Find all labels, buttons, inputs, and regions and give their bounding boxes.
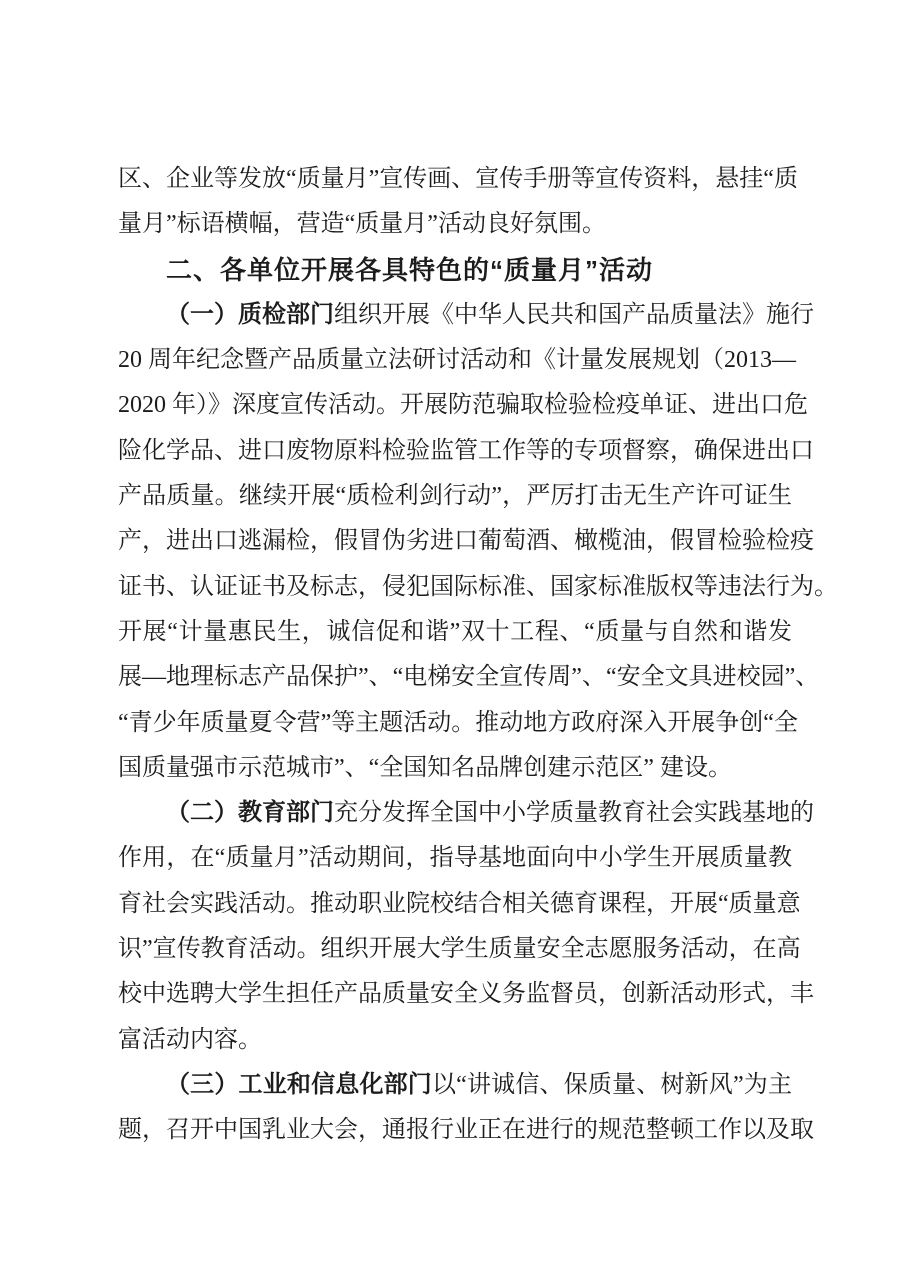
line-text: 开展“计量惠民生，诚信促和谐”双十工程、“质量与自然和谐发: [118, 618, 792, 645]
text-line: [118, 383, 808, 428]
line-text: 以“讲诚信、保质量、树新风”为主: [431, 1071, 792, 1098]
text-line: [118, 746, 792, 791]
text-line: [118, 836, 792, 881]
text-line: [118, 1108, 814, 1153]
line-text: 育社会实践活动。推动职业院校结合相关德育课程，开展“质量意: [118, 890, 801, 917]
document-body: [118, 157, 838, 1154]
line-text: 证书、认证证书及标志，侵犯国际标准、国家标准版权等违法行为。: [118, 573, 838, 600]
line-text: 2020 年）》深度宣传活动。开展防范骗取检验检疫单证、进出口危: [118, 392, 808, 419]
text-line: [118, 157, 798, 202]
text-line: [118, 202, 792, 247]
text-line: [118, 655, 820, 700]
text-line: [118, 1063, 792, 1108]
text-line: [118, 429, 814, 474]
text-line: [118, 701, 798, 746]
line-text: 展—地理标志产品保护”、“电梯安全宣传周”、“安全文具进校园”、: [118, 664, 820, 691]
line-text: 国质量强市示范城市”、“全国知名品牌创建示范区” 建设。: [118, 754, 732, 781]
paragraph-lead: （一）质检部门: [166, 301, 334, 328]
text-line: [118, 1018, 792, 1063]
line-text: 组织开展《中华人民共和国产品质量法》施行: [334, 301, 814, 328]
text-line: [118, 791, 814, 836]
line-text: 产，进出口逃漏检，假冒伪劣进口葡萄酒、橄榄油，假冒检验检疫: [118, 528, 814, 555]
text-line: [118, 882, 801, 927]
section-heading-text: 二、各单位开展各具特色的“质量月”活动: [166, 254, 654, 285]
line-text: 作用，在“质量月”活动期间，指导基地面向中小学生开展质量教: [118, 845, 792, 872]
line-text: 20 周年纪念暨产品质量立法研讨活动和《计量发展规划（2013—: [118, 347, 796, 374]
line-text: 产品质量。继续开展“质检利剑行动”，严厉打击无生产许可证生: [118, 483, 792, 510]
text-line: [118, 338, 796, 383]
line-text: 险化学品、进口废物原料检验监管工作等的专项督察，确保进出口: [118, 437, 814, 464]
text-line: [118, 474, 792, 519]
paragraph-lead: （二）教育部门: [166, 800, 334, 827]
line-text: 充分发挥全国中小学质量教育社会实践基地的: [334, 800, 814, 827]
line-text: 识”宣传教育活动。组织开展大学生质量安全志愿服务活动，在高: [118, 936, 801, 963]
text-line: [118, 927, 801, 972]
line-text: 区、企业等发放“质量月”宣传画、宣传手册等宣传资料，悬挂“质: [118, 166, 798, 192]
paragraph-lead: （三）工业和信息化部门: [166, 1071, 432, 1098]
line-text: 量月”标语横幅，营造“质量月”活动良好氛围。: [118, 211, 606, 238]
section-heading: [118, 248, 792, 293]
line-text: 题，召开中国乳业大会，通报行业正在进行的规范整顿工作以及取: [118, 1117, 814, 1144]
text-line: [118, 972, 814, 1017]
line-text: “青少年质量夏令营”等主题活动。推动地方政府深入开展争创“全: [118, 709, 798, 736]
text-line: [118, 519, 814, 564]
text-line: [118, 293, 814, 338]
line-text: 校中选聘大学生担任产品质量安全义务监督员，创新活动形式，丰: [118, 981, 814, 1008]
line-text: 富活动内容。: [118, 1026, 262, 1053]
text-line: [118, 565, 838, 610]
text-line: [118, 610, 792, 655]
